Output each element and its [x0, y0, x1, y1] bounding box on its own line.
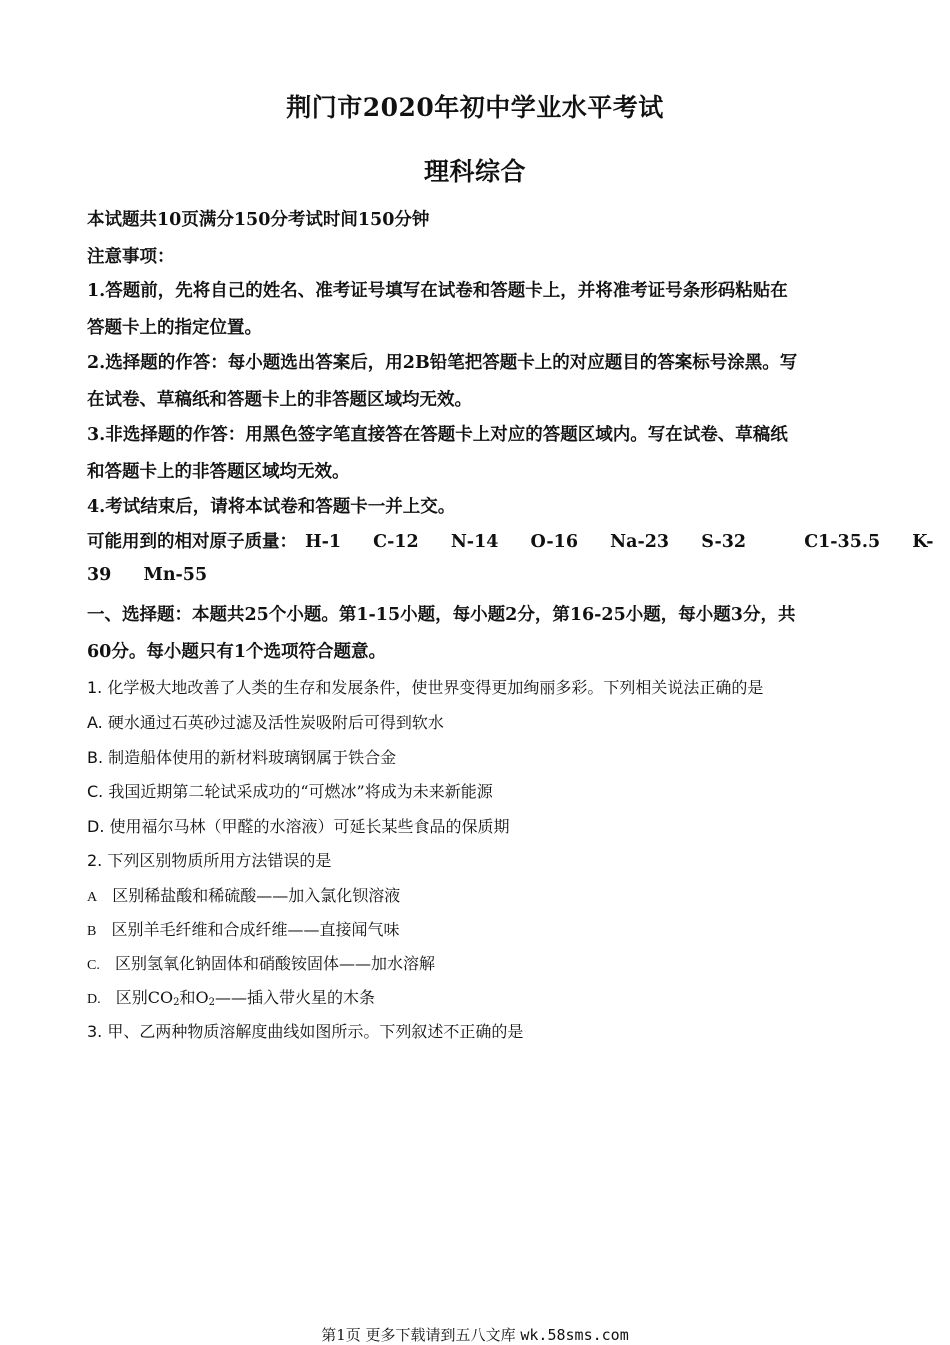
option-text: 我国近期第二轮试采成功的“可燃冰”将成为未来新能源 [108, 782, 493, 801]
question-1-option-c [87, 779, 867, 802]
question-2-option-a [87, 883, 867, 906]
notes-heading: 注意事项： [87, 247, 175, 267]
note-1a: 1.答题前，先将自己的姓名、准考证号填写在试卷和答题卡上，并将准考证号条形码粘贴在 [87, 281, 788, 301]
question-1-option-a [87, 710, 867, 733]
question-1-stem: 化学极大地改善了人类的生存和发展条件，使世界变得更加绚丽多彩。下列相关说法正确的是 [107, 678, 764, 697]
note-2b: 在试卷、草稿纸和答题卡上的非答题区域均无效。 [87, 390, 472, 410]
question-2-option-b [87, 917, 867, 940]
option-text: 制造船体使用的新材料玻璃钢属于铁合金 [108, 748, 397, 767]
mass-s: S-32 [701, 532, 747, 552]
question-2-option-c [87, 951, 867, 974]
question-2-number: 2. [87, 851, 103, 870]
option-text: 区别氢氧化钠固体和硝酸铵固体——加水溶解 [114, 954, 435, 973]
option-key: D. [87, 817, 105, 836]
option-key: A [87, 890, 98, 905]
note-2a: 2.选择题的作答：每小题选出答案后，用2B铅笔把答题卡上的对应题目的答案标号涂黑。写 [87, 353, 798, 373]
footer-link[interactable]: wk.58sms.com [520, 1326, 629, 1344]
option-text: 区别稀盐酸和稀硫酸——加入氯化钡溶液 [112, 886, 401, 905]
exam-info: 本试题共10页满分150分考试时间150分钟 [87, 210, 430, 230]
exam-subtitle: 理科综合 [423, 157, 526, 186]
mass-n: N-14 [450, 532, 499, 552]
mass-mn: Mn-55 [143, 565, 208, 585]
section-1-heading-b: 60分。每小题只有1个选项符合题意。 [87, 642, 387, 662]
note-4: 4.考试结束后，请将本试卷和答题卡一并上交。 [87, 497, 456, 517]
mass-c: C-12 [373, 532, 419, 552]
question-2 [87, 848, 867, 871]
note-1b: 答题卡上的指定位置。 [87, 318, 262, 338]
mass-k-cont: 39 [87, 565, 112, 585]
atomic-masses-line [87, 528, 934, 553]
option-key: D. [87, 992, 101, 1007]
option-key: C. [87, 782, 104, 801]
page-footer [0, 1324, 950, 1345]
option-text: 区别羊毛纤维和合成纤维——直接闻气味 [111, 920, 400, 939]
note-3b: 和答题卡上的非答题区域均无效。 [87, 462, 350, 482]
option-key: A. [87, 713, 103, 732]
question-3 [87, 1019, 867, 1042]
option-text: 硬水通过石英砂过滤及活性炭吸附后可得到软水 [107, 713, 444, 732]
mass-h: H-1 [305, 532, 342, 552]
section-1-heading-a: 一、选择题：本题共25个小题。第1-15小题，每小题2分，第16-25小题，每小题3分，共 [87, 605, 796, 625]
question-2-stem: 下列区别物质所用方法错误的是 [107, 851, 332, 870]
exam-title: 荆门市2020年初中学业水平考试 [286, 93, 664, 122]
option-text: 使用福尔马林（甲醛的水溶液）可延长某些食品的保质期 [109, 817, 510, 836]
option-key: C. [87, 958, 100, 973]
footer-text: 第1页 更多下载请到五八文库 [321, 1326, 516, 1344]
option-key: B. [87, 748, 104, 767]
question-3-number: 3. [87, 1022, 103, 1041]
question-2-option-d [87, 985, 867, 1008]
note-3a: 3.非选择题的作答：用黑色签字笔直接答在答题卡上对应的答题区域内。写在试卷、草稿纸 [87, 425, 788, 445]
mass-cl: C1-35.5 [804, 532, 881, 552]
question-1-number: 1. [87, 678, 103, 697]
atomic-masses-label: 可能用到的相对原子质量： [87, 532, 297, 552]
question-3-stem: 甲、乙两种物质溶解度曲线如图所示。下列叙述不正确的是 [107, 1022, 524, 1041]
question-1-option-d [87, 814, 867, 837]
mass-o: O-16 [530, 532, 579, 552]
mass-na: Na-23 [610, 532, 670, 552]
option-key: B [87, 924, 97, 939]
atomic-masses-line-2 [87, 565, 867, 585]
question-1 [87, 675, 867, 698]
option-text: 区别$CO_2$和$O_2——$插入带火星的木条 [115, 988, 375, 1008]
question-1-option-b [87, 745, 867, 768]
mass-k: K- [912, 532, 934, 552]
